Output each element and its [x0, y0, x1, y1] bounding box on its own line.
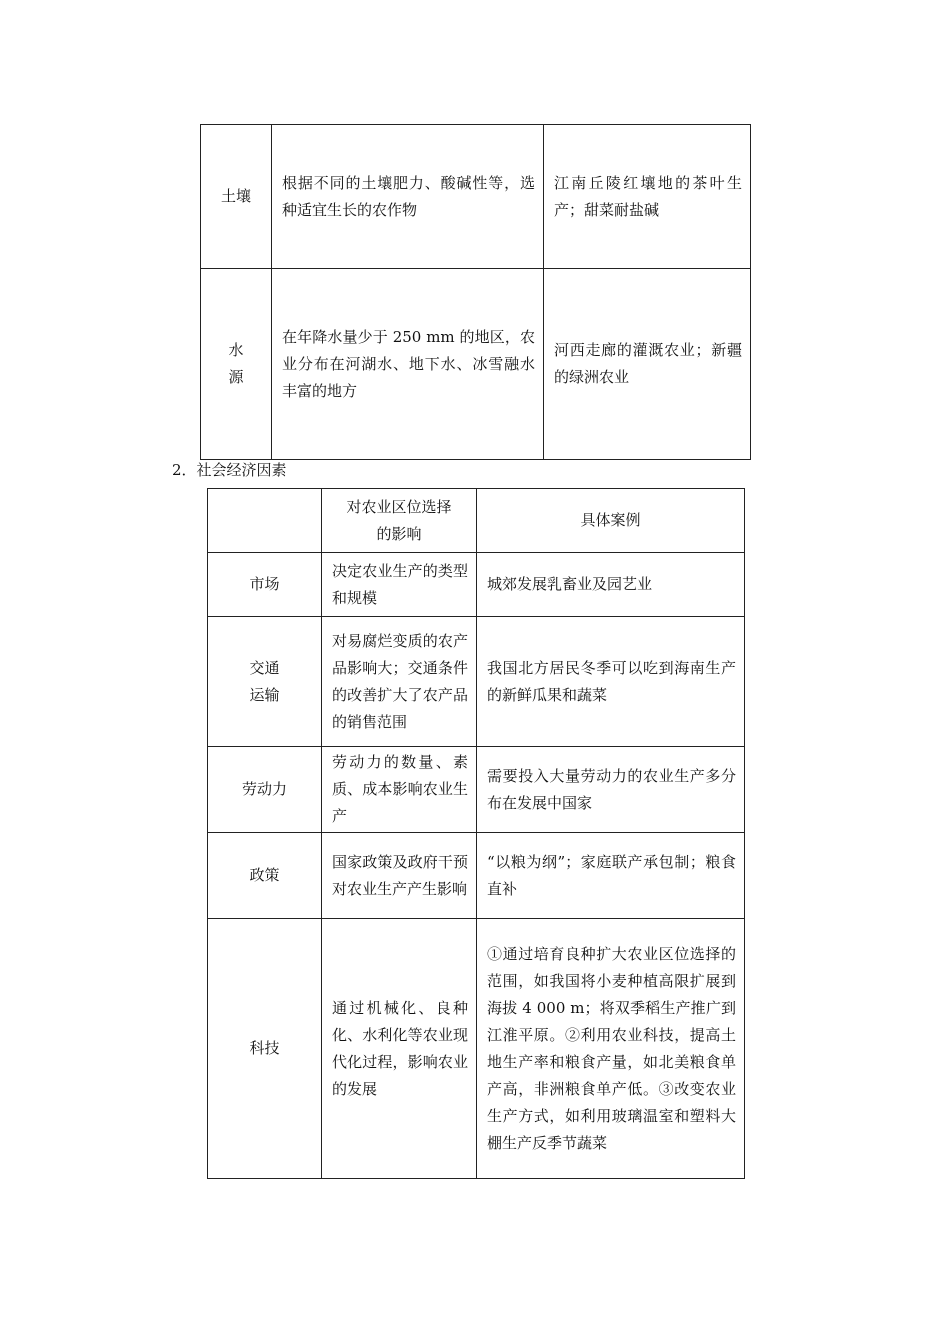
- influence-cell: [322, 617, 477, 747]
- factor-cell: [201, 125, 272, 269]
- example-text: ①通过培育良种扩大农业区位选择的范围，如我国将小麦种植高限扩展到海拔 4 000 m；将双季稻生产推广到江淮平原。②利用农业科技，提高土地生产率和粮食产量，如北美粮食单产高，非洲粮食单产低。③改变农业生产方式，如利用玻璃温室和塑料大棚生产反季节蔬菜: [487, 944, 736, 1152]
- influence-text: 劳动力的数量、素质、成本影响农业生产: [332, 753, 468, 825]
- section-heading: 2．社会经济因素: [172, 461, 287, 479]
- influence-cell: [322, 919, 477, 1179]
- example-cell: [477, 747, 745, 833]
- example-cell: [544, 269, 751, 460]
- example-text: 河西走廊的灌溉农业；新疆的绿洲农业: [554, 341, 742, 386]
- example-cell: [477, 919, 745, 1179]
- factor-label-line: 运输: [249, 685, 280, 704]
- factor-label-line: 交通: [249, 658, 280, 677]
- influence-cell: [322, 747, 477, 833]
- factor-label: 土壤: [220, 187, 251, 205]
- table-row: [201, 269, 751, 460]
- natural-factors-table: [200, 124, 751, 460]
- example-text: 江南丘陵红壤地的茶叶生产；甜菜耐盐碱: [554, 173, 742, 219]
- influence-cell: [322, 553, 477, 617]
- influence-cell: [272, 125, 544, 269]
- table-row: [208, 833, 745, 919]
- table-row: [208, 747, 745, 833]
- table-row: [208, 617, 745, 747]
- header-influence-line: 的影响: [376, 524, 422, 543]
- example-text: “以粮为纲”；家庭联产承包制；粮食直补: [487, 852, 736, 898]
- table-row: [201, 125, 751, 269]
- table-row: [208, 553, 745, 617]
- factor-label: 政策: [249, 866, 280, 884]
- factor-cell: [208, 833, 322, 919]
- influence-cell: [322, 833, 477, 919]
- example-text: 我国北方居民冬季可以吃到海南生产的新鲜瓜果和蔬菜: [487, 658, 736, 704]
- table-row: [208, 919, 745, 1179]
- influence-text: 在年降水量少于 250 mm 的地区，农业分布在河湖水、地下水、冰雪融水丰富的地方: [282, 327, 535, 400]
- factor-label-line: 水: [228, 341, 244, 359]
- example-cell: [544, 125, 751, 269]
- example-cell: [477, 617, 745, 747]
- example-cell: [477, 553, 745, 617]
- header-influence-line: 对农业区位选择: [346, 497, 452, 516]
- header-blank-cell: [208, 489, 322, 553]
- header-influence-cell: [322, 489, 477, 553]
- factor-cell: [208, 747, 322, 833]
- influence-text: 对易腐烂变质的农产品影响大；交通条件的改善扩大了农产品的销售范围: [332, 631, 468, 731]
- influence-text: 国家政策及政府干预对农业生产产生影响: [332, 852, 468, 898]
- header-example-cell: [477, 489, 745, 553]
- influence-cell: [272, 269, 544, 460]
- influence-text: 通过机械化、良种化、水利化等农业现代化过程，影响农业的发展: [332, 998, 468, 1098]
- example-text: 需要投入大量劳动力的农业生产多分布在发展中国家: [487, 766, 736, 812]
- factor-cell: [208, 919, 322, 1179]
- influence-text: 根据不同的土壤肥力、酸碱性等，选种适宜生长的农作物: [282, 173, 535, 219]
- table-header-row: [208, 489, 745, 553]
- social-economic-factors-table: [207, 488, 745, 1179]
- factor-label: 科技: [249, 1039, 280, 1057]
- example-text: 城郊发展乳畜业及园艺业: [487, 575, 653, 593]
- factor-cell: [201, 269, 272, 460]
- factor-label: 劳动力: [241, 780, 287, 798]
- factor-label: 市场: [249, 575, 280, 593]
- factor-cell: [208, 617, 322, 747]
- example-cell: [477, 833, 745, 919]
- header-example: 具体案例: [580, 511, 641, 529]
- factor-label-line: 源: [228, 368, 244, 386]
- factor-cell: [208, 553, 322, 617]
- influence-text: 决定农业生产的类型和规模: [332, 561, 468, 607]
